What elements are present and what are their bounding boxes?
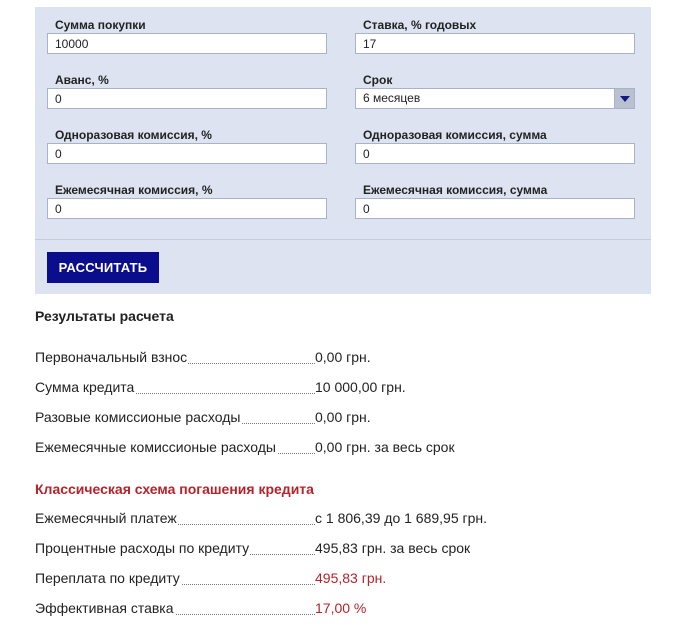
calculator-form bbox=[35, 7, 651, 294]
scheme-row-value: с 1 806,39 до 1 689,95 грн. bbox=[315, 510, 488, 526]
result-row-label: Сумма кредита bbox=[35, 379, 135, 395]
onetime-fee-pct-label: Одноразовая комиссия, % bbox=[55, 128, 212, 142]
result-row-value: 10 000,00 грн. bbox=[315, 379, 406, 395]
result-row bbox=[35, 439, 505, 457]
purchase-amount-input[interactable] bbox=[47, 33, 327, 54]
scheme-row-value: 495,83 грн. за весь срок bbox=[315, 540, 471, 556]
onetime-fee-sum-input[interactable] bbox=[355, 143, 635, 164]
scheme-row bbox=[35, 570, 505, 588]
onetime-fee-pct-input[interactable] bbox=[47, 143, 327, 164]
onetime-fee-sum-label: Одноразовая комиссия, сумма bbox=[363, 128, 547, 142]
scheme-row-label: Переплата по кредиту bbox=[35, 570, 180, 586]
scheme-row-label: Ежемесячный платеж bbox=[35, 510, 177, 526]
scheme-row-label: Процентные расходы по кредиту bbox=[35, 540, 250, 556]
chevron-down-icon[interactable] bbox=[614, 89, 634, 108]
term-select[interactable] bbox=[355, 88, 635, 109]
monthly-fee-pct-input[interactable] bbox=[47, 198, 327, 219]
form-divider bbox=[35, 239, 651, 240]
monthly-fee-sum-label: Ежемесячная комиссия, сумма bbox=[363, 183, 548, 197]
result-row-label: Первоначальный взнос bbox=[35, 349, 188, 365]
scheme-row bbox=[35, 540, 505, 558]
rate-label: Ставка, % годовых bbox=[363, 18, 477, 32]
monthly-fee-pct-label: Ежемесячная комиссия, % bbox=[55, 183, 213, 197]
scheme-row bbox=[35, 510, 505, 528]
rate-input[interactable] bbox=[355, 33, 635, 54]
scheme-row bbox=[35, 600, 505, 618]
advance-label: Аванс, % bbox=[55, 73, 109, 87]
result-row bbox=[35, 349, 505, 367]
result-row-value: 0,00 грн. bbox=[315, 409, 371, 425]
scheme-row-label: Эффективная ставка bbox=[35, 600, 174, 616]
result-row-value: 0,00 грн. bbox=[315, 349, 371, 365]
result-row-label: Разовые комиссионые расходы bbox=[35, 409, 241, 425]
calculate-button[interactable]: РАССЧИТАТЬ bbox=[47, 252, 159, 283]
advance-input[interactable] bbox=[47, 88, 327, 109]
repayment-scheme-title: Классическая схема погашения кредита bbox=[35, 481, 314, 497]
results-title: Результаты расчета bbox=[35, 308, 174, 324]
overpayment-value: 495,83 грн. bbox=[315, 570, 387, 586]
result-row bbox=[35, 409, 505, 427]
result-row-label: Ежемесячные комиссионые расходы bbox=[35, 439, 276, 455]
term-select-value: 6 месяцев bbox=[363, 91, 421, 105]
effective-rate-value: 17,00 % bbox=[315, 600, 367, 616]
purchase-amount-label: Сумма покупки bbox=[55, 18, 146, 32]
monthly-fee-sum-input[interactable] bbox=[355, 198, 635, 219]
term-label: Срок bbox=[363, 73, 393, 87]
result-row-value: 0,00 грн. за весь срок bbox=[315, 439, 455, 455]
result-row bbox=[35, 379, 505, 397]
